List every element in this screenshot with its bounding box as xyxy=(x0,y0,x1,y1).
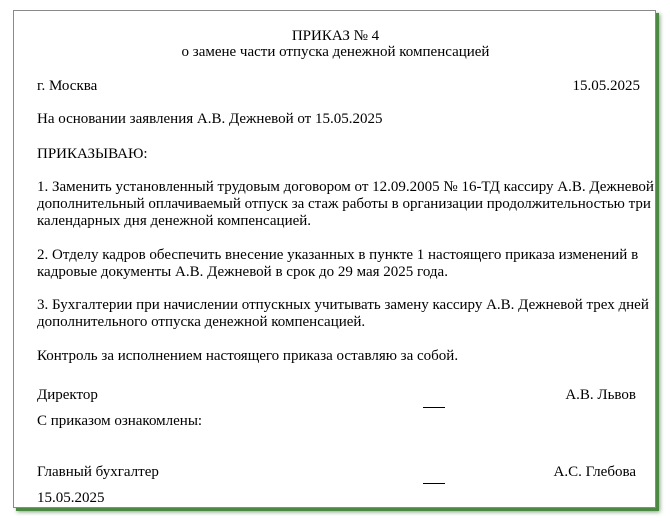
order-basis: На основании заявления А.В. Дежневой от 15.05.2025 xyxy=(37,111,383,127)
director-signature-line xyxy=(423,407,445,408)
item-1-line-2: дополнительный оплачиваемый отпуск за стаж работы в организации продолжительностью три xyxy=(37,196,651,212)
order-title: ПРИКАЗ № 4 xyxy=(291,28,380,44)
item-3-line-1: 3. Бухгалтерии при начислении отпускных учитывать замену кассиру А.В. Дежневой трех дней xyxy=(37,297,649,313)
order-city: г. Москва xyxy=(37,78,98,94)
accountant-signature-line xyxy=(423,483,445,484)
order-document xyxy=(13,10,656,508)
accountant-title: Главный бухгалтер xyxy=(37,464,159,480)
director-title: Директор xyxy=(37,387,98,403)
director-name: А.В. Львов xyxy=(565,387,636,403)
acknowledgement-date: 15.05.2025 xyxy=(37,490,105,506)
control-clause: Контроль за исполнением настоящего приказа оставляю за собой. xyxy=(37,348,459,364)
item-2-line-2: кадровые документы А.В. Дежневой в срок до 29 мая 2025 года. xyxy=(37,264,448,280)
order-subtitle: о замене части отпуска денежной компенсацией xyxy=(181,44,490,60)
item-2-line-1: 2. Отделу кадров обеспечить внесение указанных в пункте 1 настоящего приказа изменений в xyxy=(37,247,639,263)
item-1-line-3: календарных дня денежной компенсацией. xyxy=(37,213,312,229)
item-3-line-2: дополнительного отпуска денежной компенсацией. xyxy=(37,314,366,330)
item-1-line-1: 1. Заменить установленный трудовым договором от 12.09.2005 № 16-ТД кассиру А.В. Дежневой xyxy=(37,179,654,195)
order-date: 15.05.2025 xyxy=(572,78,640,94)
order-word: ПРИКАЗЫВАЮ: xyxy=(37,146,148,162)
acknowledged-label: С приказом ознакомлены: xyxy=(37,413,203,429)
accountant-name: А.С. Глебова xyxy=(553,464,636,480)
